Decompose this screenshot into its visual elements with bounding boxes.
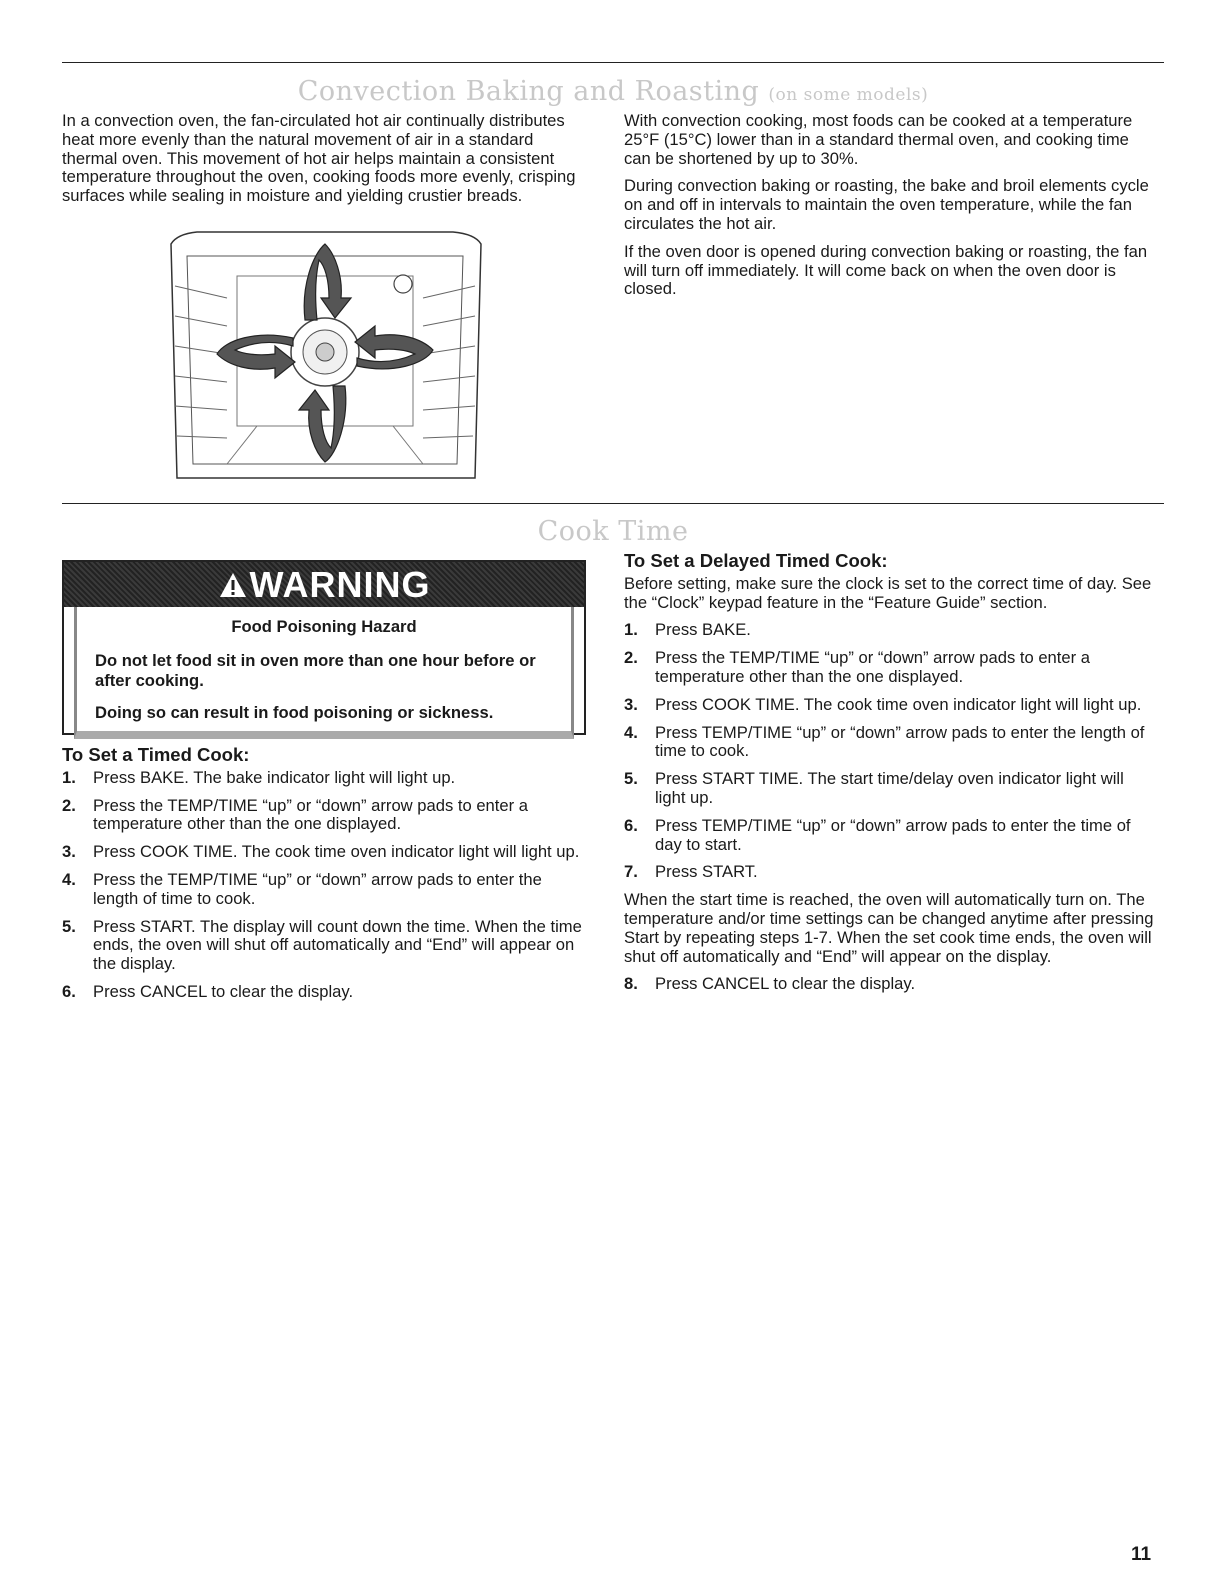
list-item: 4. Press the TEMP/TIME “up” or “down” arrow pads to enter the length of time to cook. <box>62 869 542 908</box>
timed-cook-steps <box>62 769 586 1002</box>
warning-word: WARNING <box>249 563 431 605</box>
section-title-text: Convection Baking and Roasting <box>297 76 760 107</box>
list-item: 4. Press TEMP/TIME “up” or “down” arrow pads to enter the length of time to cook. <box>624 722 1145 761</box>
section-title-convection <box>62 76 1164 107</box>
section-title-cook-time: Cook Time <box>537 516 689 547</box>
warning-banner <box>64 562 584 607</box>
warning-line-1: Do not let food sit in oven more than one hour before or after cooking. <box>95 651 536 690</box>
warning-hazard-title: Food Poisoning Hazard <box>231 617 417 636</box>
list-item: 5. Press START. The display will count down the time. When the time ends, the oven will shut off automatically and “End” will appear on the display. <box>62 916 582 974</box>
warning-line-2: Doing so can result in food poisoning or sickness. <box>95 703 494 722</box>
delayed-cook-intro: Before setting, make sure the clock is set to the correct time of day. See the “Clock” keypad feature in the “Feature Guide” section. <box>624 573 1152 612</box>
warning-body <box>74 607 574 739</box>
delayed-cook-column <box>624 552 1154 1003</box>
convection-paragraph-2: During convection baking or roasting, the bake and broil elements cycle on and off in intervals to maintain the oven temperature, while the fan circulates the hot air. <box>624 176 1149 233</box>
middle-rule <box>62 503 1164 504</box>
top-rule <box>62 62 1164 63</box>
list-item: 2. Press the TEMP/TIME “up” or “down” arrow pads to enter a temperature other than the one displayed. <box>62 795 528 834</box>
list-item: 3. Press COOK TIME. The cook time oven indicator light will light up. <box>62 842 580 862</box>
list-item: 2. Press the TEMP/TIME “up” or “down” arrow pads to enter a temperature other than the one displayed. <box>624 648 1090 686</box>
convection-oven-illustration <box>157 226 493 488</box>
timed-cook-heading: To Set a Timed Cook: <box>62 744 250 765</box>
list-item: 6. Press CANCEL to clear the display. <box>62 981 354 1001</box>
warning-box <box>62 560 586 735</box>
list-item: 5. Press START TIME. The start time/delay oven indicator light will light up. <box>624 769 1124 807</box>
convection-left-column <box>62 112 584 215</box>
warning-label <box>218 564 431 606</box>
timed-cook-column <box>62 746 586 1011</box>
convection-right-column <box>624 112 1152 308</box>
list-item: 7. Press START. <box>624 862 758 882</box>
convection-paragraph-3: If the oven door is opened during convection baking or roasting, the fan will turn off immediately. It will come back on when the oven door is closed. <box>624 241 1148 299</box>
convection-paragraph-1: With convection cooking, most foods can be cooked at a temperature 25°F (15°C) lower than in a standard thermal oven, and cooking time can be shortened by up to 30%. <box>624 111 1133 168</box>
list-item: 8. Press CANCEL to clear the display. <box>624 974 916 994</box>
page-number: 11 <box>1131 1544 1152 1565</box>
delayed-cook-after-paragraph: When the start time is reached, the oven will automatically turn on. The temperature and/or time settings can be changed anytime after pressing Start by repeating steps 1-7. When the set cook time ends, the oven will shut off automatically and “End” will appear on the display. <box>624 890 1154 966</box>
list-item: 6. Press TEMP/TIME “up” or “down” arrow pads to enter the time of day to start. <box>624 815 1131 854</box>
convection-intro-paragraph: In a convection oven, the fan-circulated hot air continually distributes heat more evenly than the natural movement of air in a standard thermal oven. This movement of hot air helps maintain a consistent temperature throughout the oven, cooking foods more evenly, crisping surfaces while sealing in moisture and yielding crustier breads. <box>62 111 576 206</box>
list-item: 1. Press BAKE. <box>624 620 751 640</box>
list-item: 1. Press BAKE. The bake indicator light will light up. <box>62 767 456 787</box>
section-title-subtext: (on some models) <box>768 85 929 105</box>
delayed-cook-heading: To Set a Delayed Timed Cook: <box>624 550 888 571</box>
list-item: 3. Press COOK TIME. The cook time oven indicator light will light up. <box>624 694 1142 714</box>
delayed-cook-final-step <box>624 975 1154 994</box>
delayed-cook-steps <box>624 621 1154 882</box>
warning-triangle-icon <box>218 571 248 599</box>
